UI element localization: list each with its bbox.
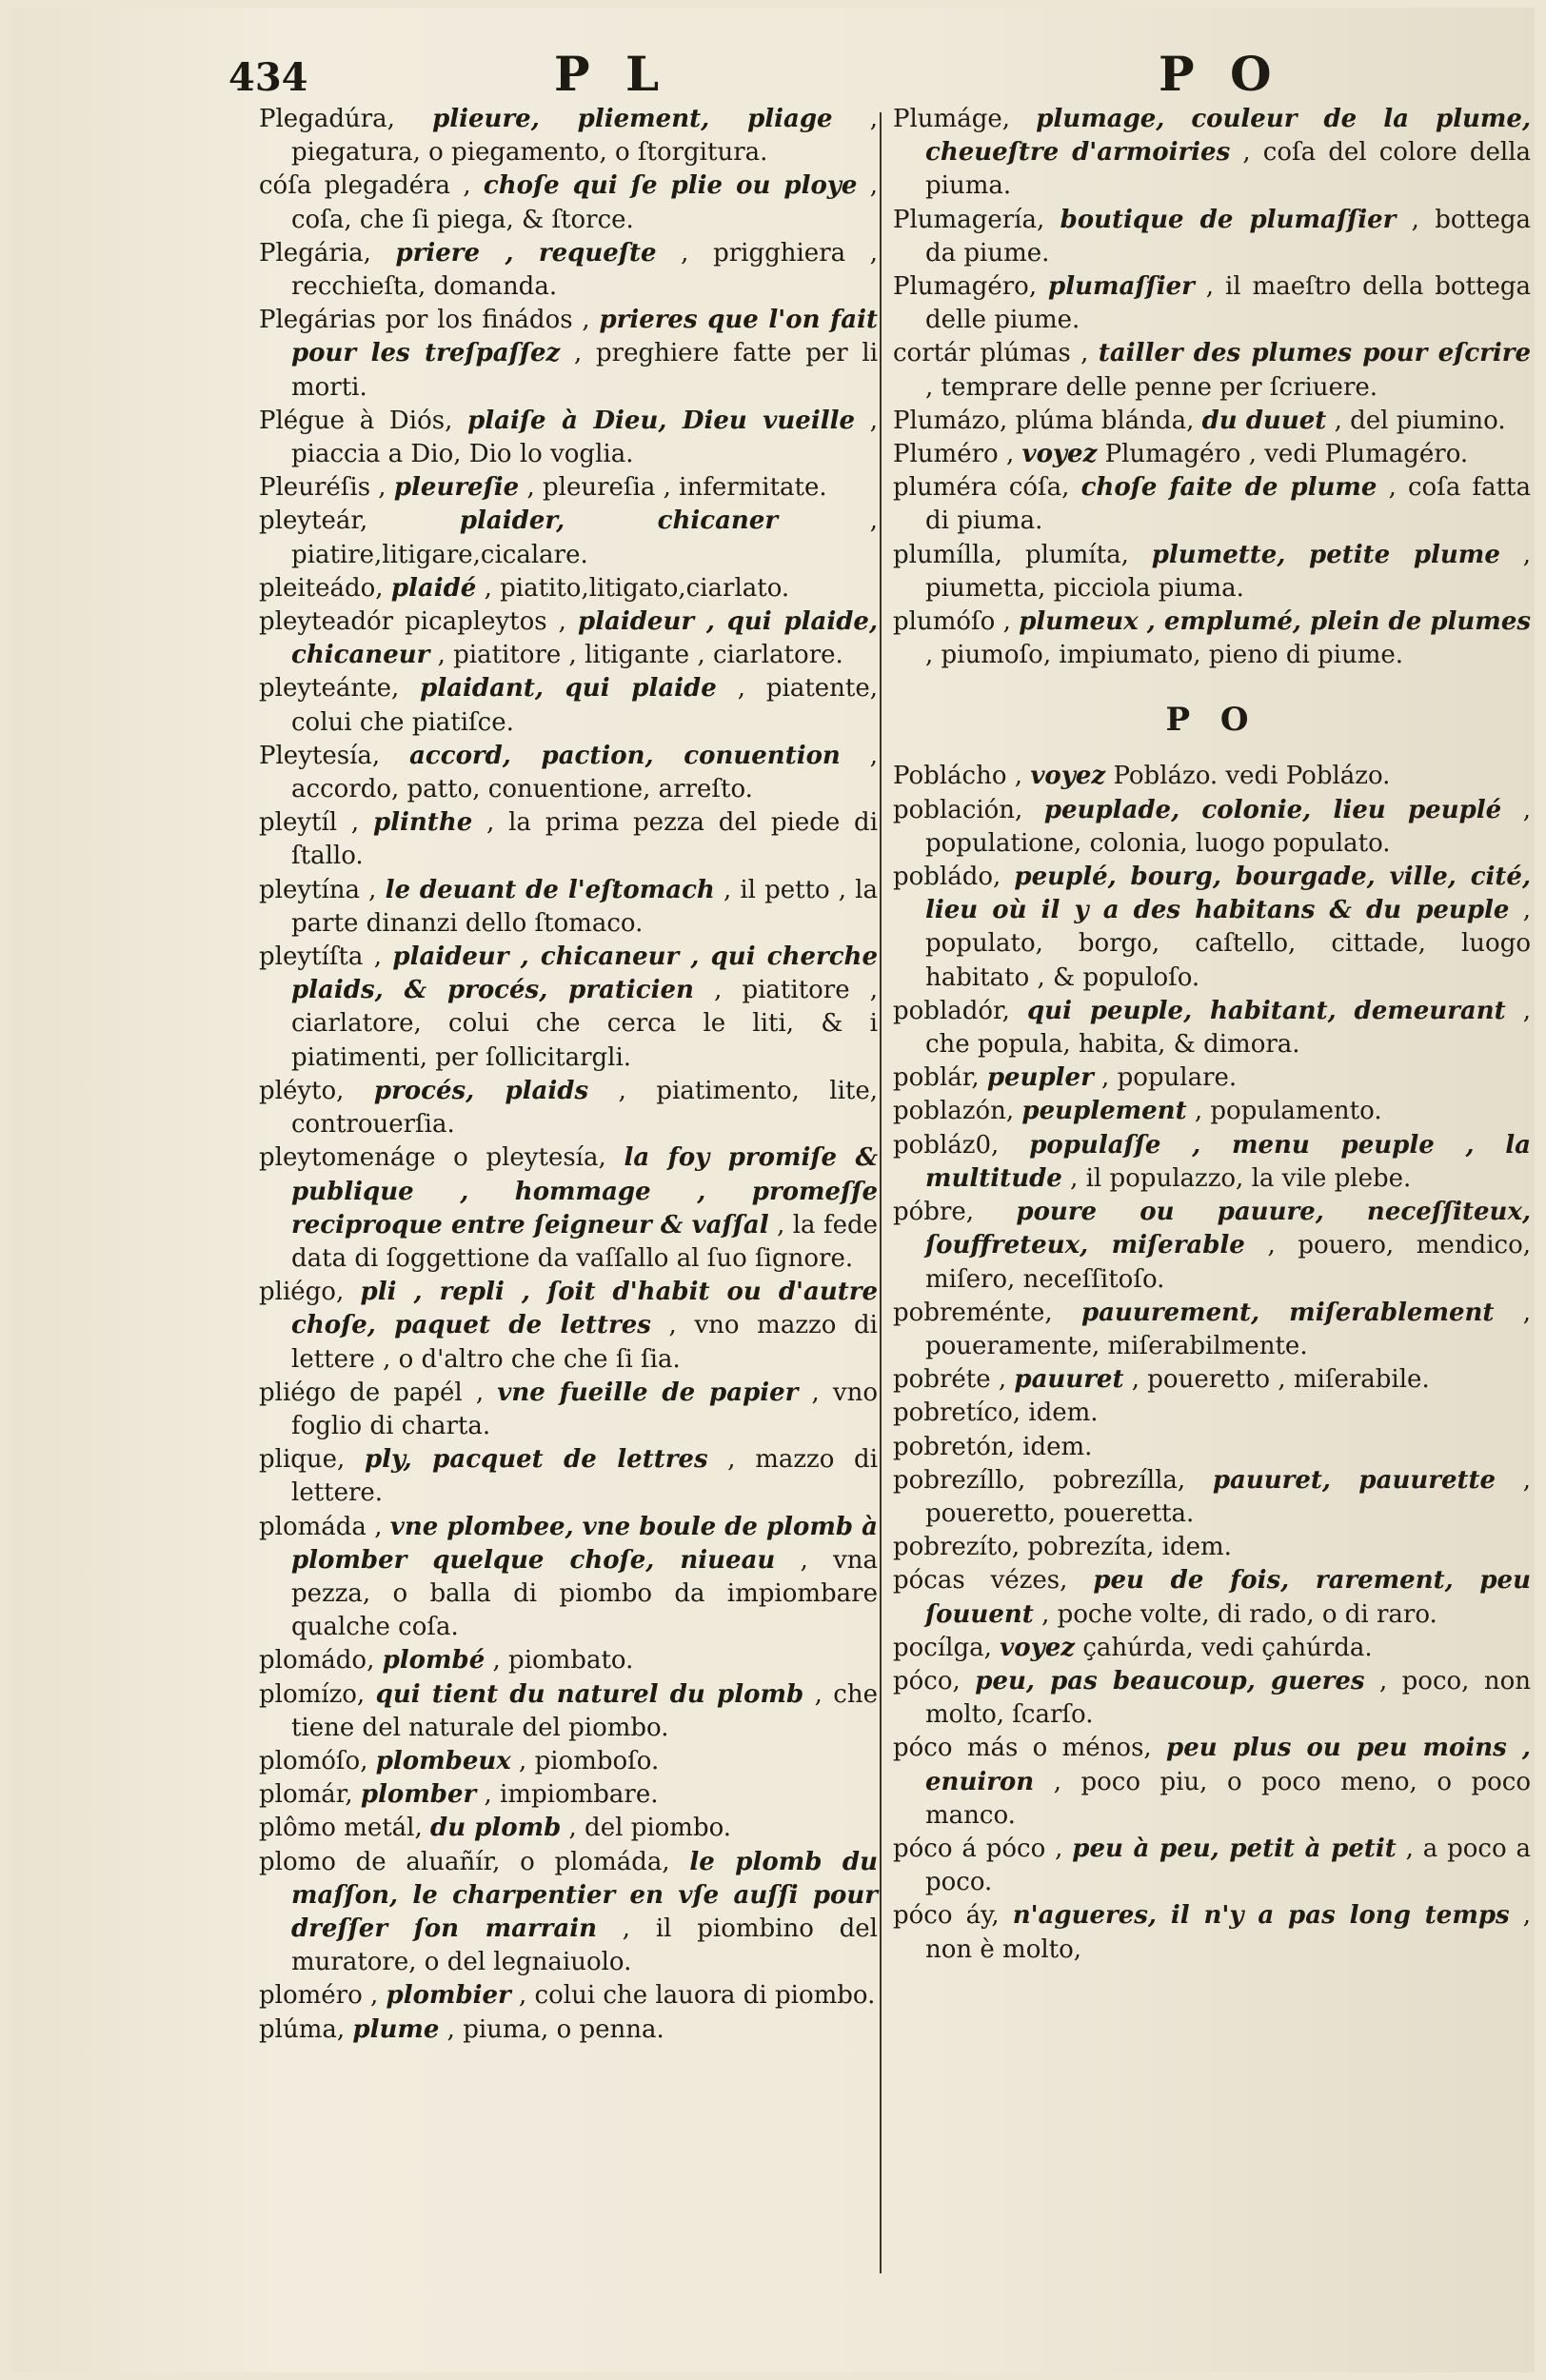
headword: pobrezíllo, pobrezílla, xyxy=(893,1465,1186,1495)
headword: poblár, xyxy=(893,1063,980,1093)
french-gloss: vne plombee, vne boule de plomb à plomber quelque choſe, niueau xyxy=(291,1512,878,1575)
dictionary-entry xyxy=(259,103,878,169)
headword: Pleytesía, xyxy=(259,741,381,770)
french-gloss: choſe faite de plume xyxy=(1080,473,1378,503)
headword: Plegária, xyxy=(259,238,371,268)
dictionary-entry xyxy=(259,1141,878,1276)
running-head-left: P L xyxy=(554,46,669,102)
dictionary-entry xyxy=(259,605,878,672)
italian-gloss: , del piumino. xyxy=(1334,406,1506,435)
dictionary-entry xyxy=(893,1564,1531,1631)
headword: pobládo, xyxy=(893,863,1001,892)
italian-gloss: , poueretto , miſerabile. xyxy=(1131,1365,1430,1395)
french-gloss: accord, paction, conuention xyxy=(409,741,841,770)
headword: pobretón, xyxy=(893,1432,1015,1461)
italian-gloss: idem. xyxy=(1028,1398,1099,1428)
headword: pleyteadór picapleytos , xyxy=(259,607,566,637)
dictionary-entry xyxy=(893,605,1531,672)
headword: pobláz0, xyxy=(893,1130,1000,1160)
french-gloss: le deuant de l'eſtomach xyxy=(385,875,715,904)
french-gloss: plaiſe à Dieu, Dieu vueille xyxy=(467,406,856,435)
italian-gloss: , vno mazzo di lettere , o d'altro che che ſi ſia. xyxy=(291,1311,878,1374)
french-gloss: peuplé, bourg, bourgade, ville, cité, lieu où il y a des habitans & du peuple xyxy=(925,863,1532,925)
french-gloss: le plomb du maſſon, le charpentier en vſe auſſi pour dreſſer ſon marrain xyxy=(291,1847,878,1943)
dictionary-entry xyxy=(259,1846,878,1980)
headword: póco áy, xyxy=(893,1901,1000,1931)
dictionary-entry xyxy=(893,1095,1531,1128)
french-gloss: du plomb xyxy=(430,1814,562,1843)
french-gloss: pauuret, pauurette xyxy=(1212,1465,1496,1495)
french-gloss: plume xyxy=(352,2014,440,2044)
italian-gloss: , a poco a poco. xyxy=(925,1834,1532,1897)
french-gloss: populaſſe , menu peuple , la multitude xyxy=(925,1130,1531,1193)
dictionary-entry xyxy=(893,1833,1531,1899)
french-gloss: voyez xyxy=(1000,1633,1076,1662)
italian-gloss: , piomboſo. xyxy=(519,1746,660,1775)
dictionary-entry xyxy=(893,1665,1531,1732)
french-gloss: du duuet xyxy=(1201,406,1327,435)
french-gloss: pauurement, miſerablement xyxy=(1080,1298,1495,1327)
headword: pleytíſta , xyxy=(259,942,383,972)
italian-gloss: , populato, borgo, caſtello, cittade, luogo habitato , & populoſo. xyxy=(925,896,1532,992)
french-gloss: plombeux xyxy=(375,1746,511,1775)
dictionary-entry xyxy=(259,672,878,739)
dictionary-entry xyxy=(259,471,878,505)
dictionary-entry xyxy=(893,995,1531,1061)
headword: pliégo, xyxy=(259,1278,345,1307)
french-gloss: choſe qui ſe plie ou ploye xyxy=(483,171,858,201)
italian-gloss: , pleureſia , infermitate. xyxy=(526,473,827,503)
dictionary-entry xyxy=(893,1397,1531,1430)
dictionary-entry xyxy=(259,405,878,471)
italian-gloss: , colui che lauora di piombo. xyxy=(519,1981,876,2011)
dictionary-entry xyxy=(893,1531,1531,1564)
dictionary-entry xyxy=(893,438,1531,471)
french-gloss: peu de fois, rarement, peu ſouuent xyxy=(925,1566,1532,1629)
dictionary-entry xyxy=(893,471,1531,538)
dictionary-entry xyxy=(259,572,878,605)
dictionary-entry xyxy=(259,941,878,1075)
dictionary-entry xyxy=(259,1511,878,1645)
column-divider xyxy=(880,112,882,2273)
italian-gloss: , piatito,litigato,ciarlato. xyxy=(484,573,790,603)
headword: plômo metál, xyxy=(259,1814,423,1843)
headword: plique, xyxy=(259,1445,346,1475)
headword: plomízo, xyxy=(259,1679,366,1709)
italian-gloss: , poco, non molto, ſcarſo. xyxy=(925,1666,1532,1730)
italian-gloss: , poco piu, o poco meno, o poco manco. xyxy=(925,1767,1532,1830)
headword: pobreménte, xyxy=(893,1298,1053,1327)
dictionary-entry xyxy=(893,760,1531,793)
headword: póco más o ménos, xyxy=(893,1734,1152,1763)
dictionary-entry xyxy=(259,1644,878,1677)
french-gloss: procés, plaids xyxy=(373,1076,589,1105)
french-gloss: peuplement xyxy=(1021,1097,1187,1126)
italian-gloss: , prigghiera , recchieſta, domanda. xyxy=(291,238,879,302)
headword: pocílga, xyxy=(893,1633,992,1662)
dictionary-entry xyxy=(893,270,1531,337)
dictionary-entry xyxy=(893,1196,1531,1297)
dictionary-entry xyxy=(893,1632,1531,1665)
french-gloss: boutique de plumaſſier xyxy=(1060,205,1397,234)
dictionary-entry xyxy=(259,1812,878,1845)
headword: población, xyxy=(893,795,1023,824)
italian-gloss: idem. xyxy=(1161,1533,1232,1562)
french-gloss: qui tient du naturel du plomb xyxy=(375,1679,804,1709)
headword: pócas vézes, xyxy=(893,1566,1068,1596)
dictionary-entry xyxy=(259,874,878,941)
french-gloss: plumette, petite plume xyxy=(1151,540,1500,569)
italian-gloss: , mazzo di lettere. xyxy=(291,1445,879,1508)
dictionary-entry xyxy=(259,505,878,571)
dictionary-entry xyxy=(259,237,878,304)
dictionary-entry xyxy=(893,1899,1531,1966)
headword: pleytíl , xyxy=(259,808,360,838)
french-gloss: ply, pacquet de lettres xyxy=(365,1445,708,1475)
headword: póco á póco , xyxy=(893,1834,1063,1863)
headword: Plégue à Diós, xyxy=(259,406,453,435)
french-gloss: peu à peu, petit à petit xyxy=(1072,1834,1397,1863)
italian-gloss: , il piombino del muratore, o del legnaiuolo. xyxy=(291,1914,878,1977)
italian-gloss: , bottega da piume. xyxy=(925,205,1531,268)
french-gloss: plumage, couleur de la plume, cheueſtre d'armoiries xyxy=(925,105,1532,168)
headword: pluméra cóſa, xyxy=(893,473,1070,503)
italian-gloss: , piegatura, o piegamento, o ſtorgitura. xyxy=(291,105,878,168)
dictionary-entry xyxy=(893,204,1531,270)
italian-gloss: , temprare delle penne per ſcriuere. xyxy=(925,372,1378,402)
italian-gloss: , pouero, mendico, miſero, neceſſitoſo. xyxy=(925,1231,1531,1294)
french-gloss: plombé xyxy=(382,1646,486,1676)
italian-gloss: , piumetta, picciola piuma. xyxy=(925,540,1532,603)
italian-gloss: , poueretto, poueretta. xyxy=(925,1465,1531,1528)
dictionary-entry xyxy=(259,2013,878,2047)
french-gloss: peu plus ou peu moins , enuiron xyxy=(925,1734,1531,1796)
headword: póbre, xyxy=(893,1198,975,1227)
dictionary-entry xyxy=(893,861,1531,995)
italian-gloss: , che popula, habita, & dimora. xyxy=(925,996,1532,1060)
italian-gloss: , non è molto, xyxy=(925,1901,1532,1964)
french-gloss: plumeux , emplumé, plein de plumes xyxy=(1019,607,1531,637)
french-gloss: la foy promiſe & publique , hommage , promeſſe reciproque entre ſeigneur & vaſſal xyxy=(291,1143,879,1240)
dictionary-entry xyxy=(893,337,1531,404)
italian-gloss: , del piombo. xyxy=(568,1814,732,1843)
dictionary-entry xyxy=(893,103,1531,204)
dictionary-entry xyxy=(259,740,878,806)
italian-gloss: , preghiere fatte per li morti. xyxy=(291,339,879,402)
headword: Pluméro , xyxy=(893,440,1015,469)
headword: Poblácho , xyxy=(893,762,1023,791)
italian-gloss: , piuma, o penna. xyxy=(446,2014,664,2044)
french-gloss: voyez xyxy=(1030,762,1106,791)
headword: pleiteádo, xyxy=(259,573,384,603)
headword: Pleuréſis , xyxy=(259,473,386,503)
french-gloss: poure ou pauure, neceſſiteux, ſouffreteux, miſerable xyxy=(925,1198,1531,1260)
french-gloss: pleureſie xyxy=(393,473,520,503)
french-gloss: voyez xyxy=(1021,440,1098,469)
headword: póco, xyxy=(893,1666,961,1696)
dictionary-entry xyxy=(893,405,1531,438)
headword: plomo de aluañír, o plomáda, xyxy=(259,1847,670,1876)
dictionary-entry xyxy=(893,1297,1531,1363)
left-column xyxy=(259,103,878,2047)
dictionary-entry xyxy=(259,1443,878,1510)
italian-gloss: , vno foglio di charta. xyxy=(291,1378,878,1440)
headword: pobladór, xyxy=(893,996,1010,1025)
italian-gloss: Poblázo. vedi Poblázo. xyxy=(1113,762,1391,791)
italian-gloss: , piumoſo, impiumato, pieno di piume. xyxy=(925,641,1404,670)
italian-gloss: , impiombare. xyxy=(484,1780,659,1810)
dictionary-entry xyxy=(259,1075,878,1141)
french-gloss: n'agueres, il n'y a pas long temps xyxy=(1012,1901,1510,1931)
french-gloss: plieure, pliement, pliage xyxy=(432,105,833,133)
headword: pobréte , xyxy=(893,1365,1007,1395)
headword: plúma, xyxy=(259,2014,346,2044)
headword: ploméro , xyxy=(259,1981,379,2011)
headword: pobrezíto, pobrezíta, xyxy=(893,1533,1155,1562)
italian-gloss: , piatimento, lite, controuerſia. xyxy=(291,1076,879,1140)
headword: pliégo de papél , xyxy=(259,1378,485,1407)
italian-gloss: , che tiene del naturale del piombo. xyxy=(291,1679,878,1742)
italian-gloss: , populamento. xyxy=(1194,1097,1382,1126)
french-gloss: peupler xyxy=(986,1063,1094,1093)
headword: pléyto, xyxy=(259,1076,345,1105)
headword: plumílla, plumíta, xyxy=(893,540,1129,569)
headword: Plumázo, plúma blánda, xyxy=(893,406,1195,435)
french-gloss: plumaſſier xyxy=(1048,272,1195,302)
dictionary-entry xyxy=(893,1363,1531,1397)
dictionary-entry xyxy=(893,1464,1531,1531)
italian-gloss: , poche volte, di rado, o di raro. xyxy=(1041,1599,1437,1629)
running-head-right: P O xyxy=(1159,46,1281,102)
dictionary-entry xyxy=(893,1431,1531,1464)
dictionary-entry xyxy=(259,304,878,405)
french-gloss: plaidé xyxy=(390,573,477,603)
french-gloss: prieres que l'on fait pour les treſpaſſez xyxy=(291,306,878,368)
headword: pobretíco, xyxy=(893,1398,1021,1428)
french-gloss: vne fueille de papier xyxy=(497,1378,799,1407)
headword: plomár, xyxy=(259,1780,353,1810)
italian-gloss: , piatente, colui che piatiſce. xyxy=(291,674,879,737)
headword: plomáda , xyxy=(259,1512,383,1541)
italian-gloss: , populatione, colonia, luogo populato. xyxy=(925,795,1531,858)
dictionary-entry xyxy=(893,1061,1531,1095)
french-gloss: pli , repli , ſoit d'habit ou d'autre choſe, paquet de lettres xyxy=(291,1278,879,1340)
headword: pleytomenáge o pleytesía, xyxy=(259,1143,606,1173)
french-gloss: plaideur , qui plaide, chicaneur xyxy=(291,607,879,670)
italian-gloss: çahúrda, vedi çahúrda. xyxy=(1082,1633,1373,1662)
italian-gloss: , piatitore , ciarlatore, colui che cerca le liti, & i piatimenti, per ſollicitargli. xyxy=(291,976,879,1072)
section-head-po: P O xyxy=(1165,701,1259,740)
italian-gloss: , coſa del colore della piuma. xyxy=(925,138,1532,201)
headword: Plumagería, xyxy=(893,205,1045,234)
italian-gloss: , il maeſtro della bottega delle piume. xyxy=(925,272,1531,335)
italian-gloss: , poueramente, miſerabilmente. xyxy=(925,1298,1532,1360)
french-gloss: plaideur , chicaneur , qui cherche plaids, & procés, praticien xyxy=(291,942,878,1005)
headword: pleyteánte, xyxy=(259,674,400,704)
french-gloss: priere , requeſte xyxy=(395,238,657,268)
dictionary-entry xyxy=(259,1678,878,1745)
french-gloss: qui peuple, habitant, demeurant xyxy=(1027,996,1506,1025)
italian-gloss: , piaccia a Dio, Dio lo voglia. xyxy=(291,406,879,469)
headword: pleytína , xyxy=(259,875,377,904)
dictionary-entry xyxy=(893,1129,1531,1196)
headword: poblazón, xyxy=(893,1097,1015,1126)
dictionary-entry xyxy=(893,794,1531,861)
headword: cortár plúmas , xyxy=(893,339,1089,368)
dictionary-entry xyxy=(893,539,1531,605)
headword: plumóſo , xyxy=(893,607,1011,637)
italian-gloss: , il populazzo, la vile plebe. xyxy=(1070,1163,1412,1193)
page-number: 434 xyxy=(228,55,308,100)
headword: Plumagéro, xyxy=(893,272,1038,302)
dictionary-entry xyxy=(259,169,878,236)
french-gloss: pauuret xyxy=(1014,1365,1124,1395)
french-gloss: plomber xyxy=(360,1780,477,1810)
dictionary-entry xyxy=(259,1778,878,1812)
italian-gloss: , piatitore , litigante , ciarlatore. xyxy=(437,641,843,670)
dictionary-entry xyxy=(259,1745,878,1778)
dictionary-entry xyxy=(259,1276,878,1377)
headword: plomádo, xyxy=(259,1646,375,1676)
headword: plomóſo, xyxy=(259,1746,368,1775)
french-gloss: plinthe xyxy=(372,808,473,838)
italian-gloss: , il petto , la parte dinanzi dello ſtomaco. xyxy=(291,875,878,938)
french-gloss: peuplade, colonie, lieu peuplé xyxy=(1043,795,1502,824)
italian-gloss: , populare. xyxy=(1101,1063,1238,1093)
headword: Plegadúra, xyxy=(259,105,395,133)
french-gloss: tailler des plumes pour eſcrire xyxy=(1098,339,1531,368)
italian-gloss: , coſa fatta di piuma. xyxy=(925,473,1532,536)
italian-gloss: , piombato. xyxy=(492,1646,634,1676)
italian-gloss: , la prima pezza del piede di ſtallo. xyxy=(291,808,879,871)
italian-gloss: , coſa, che ſi piega, & ſtorce. xyxy=(291,171,878,234)
dictionary-entry xyxy=(259,1979,878,2013)
dictionary-entry xyxy=(893,1732,1531,1833)
italian-gloss: , vna pezza, o balla di piombo da impiombare qualche coſa. xyxy=(291,1545,879,1642)
dictionary-entry xyxy=(259,1377,878,1443)
italian-gloss: , piatire,litigare,cicalare. xyxy=(291,506,878,569)
french-gloss: plaider, chicaner xyxy=(459,506,779,536)
french-gloss: peu, pas beaucoup, gueres xyxy=(975,1666,1365,1696)
italian-gloss: Plumagéro , vedi Plumagéro. xyxy=(1104,440,1469,469)
right-column xyxy=(893,103,1531,1967)
headword: pleyteár, xyxy=(259,506,368,536)
headword: Plegárias por los finádos , xyxy=(259,306,590,335)
italian-gloss: , la fede data di ſoggettione da vaſſallo al ſuo ſignore. xyxy=(291,1210,879,1273)
italian-gloss: idem. xyxy=(1022,1432,1093,1461)
dictionary-page xyxy=(11,8,1535,2372)
italian-gloss: , accordo, patto, conuentione, arreſto. xyxy=(291,741,878,804)
french-gloss: plaidant, qui plaide xyxy=(420,674,717,704)
headword: cóſa plegadéra , xyxy=(259,171,471,201)
headword: Plumáge, xyxy=(893,105,1011,133)
french-gloss: plombier xyxy=(386,1981,511,2011)
dictionary-entry xyxy=(259,806,878,873)
